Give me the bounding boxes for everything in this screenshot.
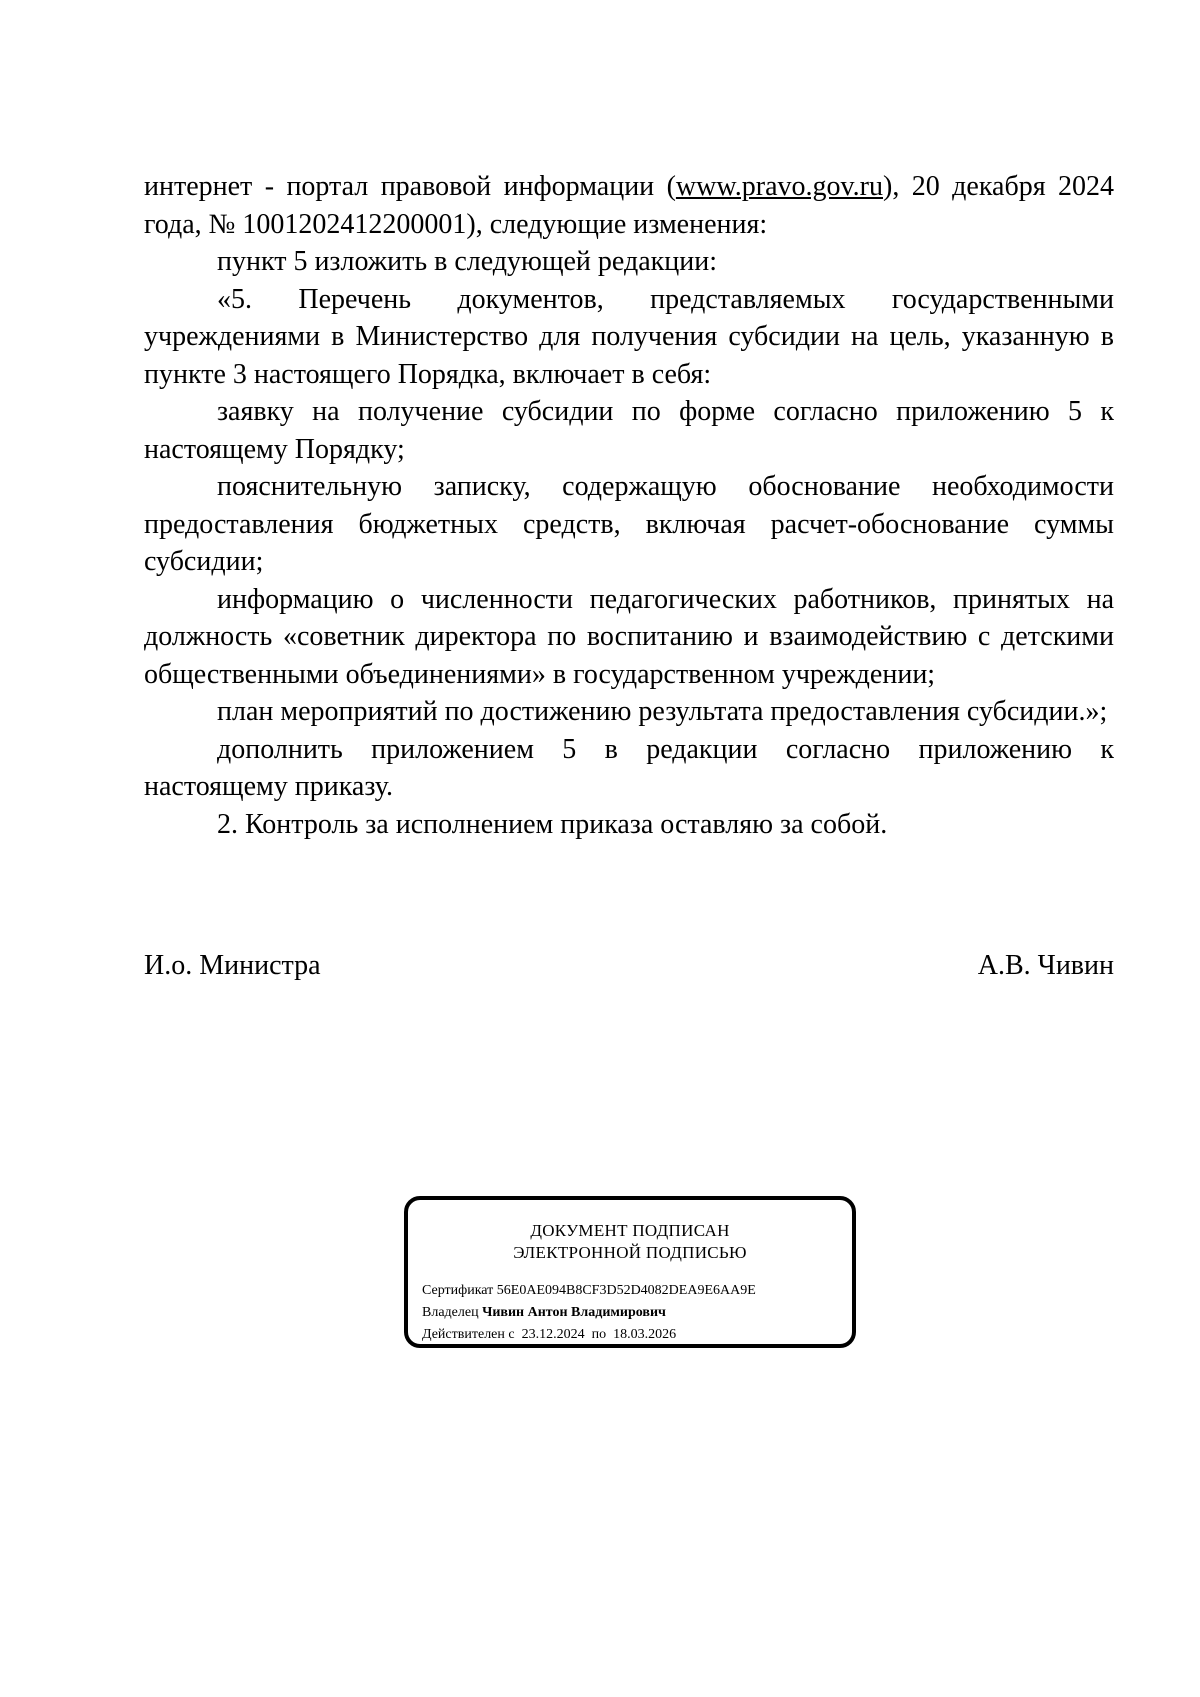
certificate-label: Сертификат [422,1283,494,1298]
paragraph-control: 2. Контроль за исполнением приказа оставляю за собой. [217,808,888,840]
stamp-validity-row [422,1324,756,1346]
paragraph-amendment-intro: пункт 5 изложить в следующей редакции: [217,246,717,277]
owner-value: Чивин Антон Владимирович [482,1305,666,1320]
valid-from: 23.12.2024 [521,1327,585,1342]
valid-to-label: по [591,1327,607,1342]
paragraph-explanatory-note: пояснительную записку, содержащую обоснование необходимости предоставления бюджетных средств, включая расчет-обоснование суммы субсидии; [144,471,1114,577]
electronic-signature-stamp [404,1196,856,1348]
valid-label: Действителен с [422,1327,515,1342]
stamp-details [422,1280,756,1346]
stamp-title-line-1: ДОКУМЕНТ ПОДПИСАН [530,1221,730,1240]
paragraph-staff-info: информацию о численности педагогических работников, принятых на должность «советник директора по воспитанию и взаимодействию с детскими общественными объединениями» в государственном учреждении; [144,583,1114,690]
valid-to: 18.03.2026 [613,1327,677,1342]
stamp-title-line-2: ЭЛЕКТРОННОЙ ПОДПИСЬЮ [513,1243,747,1262]
document-body [144,168,1114,843]
signature-block [144,947,1114,985]
paragraph-item-5: «5. Перечень документов, представляемых государственными учреждениями в Министерство для получения субсидии на цель, указанную в пункте 3 настоящего Порядка, включает в себя: [144,283,1114,390]
paragraph-application: заявку на получение субсидии по форме согласно приложению 5 к настоящему Порядку; [144,396,1114,465]
stamp-certificate-row [422,1280,756,1302]
paragraph-appendix: дополнить приложением 5 в редакции согласно приложению к настоящему приказу. [144,733,1114,802]
stamp-owner-row [422,1302,756,1324]
stamp-title [408,1220,852,1264]
certificate-value: 56E0AE094B8CF3D52D4082DEA9E6AA9E [496,1283,756,1298]
paragraph-publication-source [144,168,1114,243]
signatory-position: И.о. Министра [144,950,321,981]
pravo-link[interactable]: www.pravo.gov.ru [675,171,884,202]
paragraph-action-plan: план мероприятий по достижению результата предоставления субсидии.»; [217,696,1108,727]
owner-label: Владелец [422,1305,479,1320]
paragraph-text: интернет - портал правовой информации ( [144,171,676,202]
paragraph-text: ), 20 декабря 2024 года, № 1001202412200001), следующие изменения: [144,171,1114,240]
signatory-name: А.В. Чивин [977,950,1114,981]
